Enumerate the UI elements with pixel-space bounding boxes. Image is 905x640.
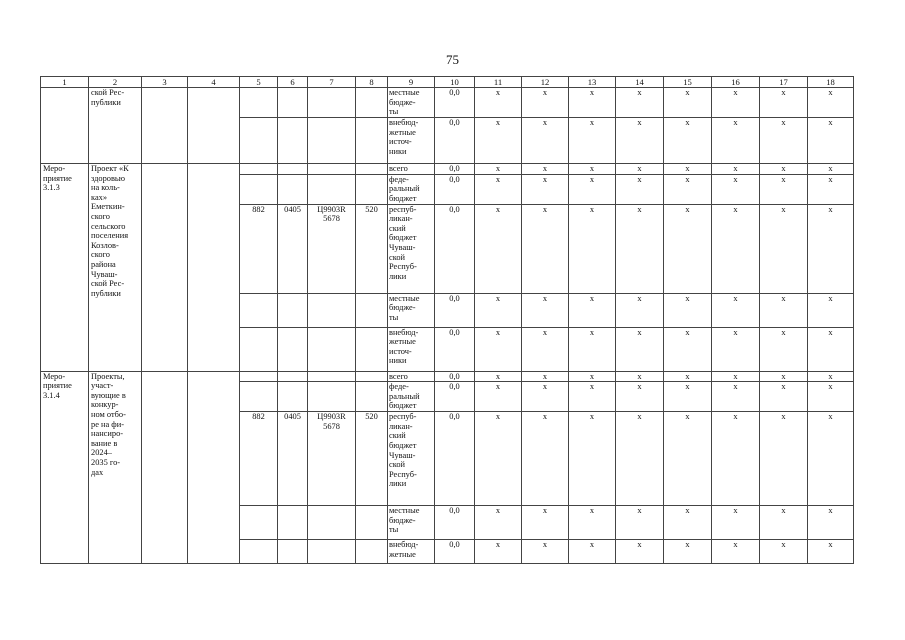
year-mark-cell: x xyxy=(522,174,569,204)
column-number-cell: 18 xyxy=(808,77,854,88)
section-code-cell xyxy=(278,371,308,382)
column-number-cell: 14 xyxy=(616,77,664,88)
year-mark-cell: x xyxy=(616,540,664,564)
measure-label-cell: Меро- приятие 3.1.3 xyxy=(41,164,89,372)
year-mark-cell: x xyxy=(616,118,664,164)
year-mark-cell: x xyxy=(475,382,522,412)
expense-type-cell xyxy=(356,88,388,118)
year-mark-cell: x xyxy=(808,164,854,175)
col3-cell xyxy=(142,164,188,372)
expense-type-cell xyxy=(356,540,388,564)
column-number-cell: 2 xyxy=(89,77,142,88)
target-article-cell xyxy=(308,88,356,118)
target-article-cell xyxy=(308,174,356,204)
value-cell: 0,0 xyxy=(435,293,475,327)
year-mark-cell: x xyxy=(808,412,854,506)
funding-source-cell: местные бюдже- ты xyxy=(388,293,435,327)
value-cell: 0,0 xyxy=(435,164,475,175)
year-mark-cell: x xyxy=(569,174,616,204)
year-mark-cell: x xyxy=(664,164,712,175)
column-number-cell: 11 xyxy=(475,77,522,88)
year-mark-cell: x xyxy=(664,204,712,293)
year-mark-cell: x xyxy=(808,540,854,564)
year-mark-cell: x xyxy=(808,88,854,118)
col3-cell xyxy=(142,371,188,564)
budget-table xyxy=(40,76,854,564)
year-mark-cell: x xyxy=(616,88,664,118)
year-mark-cell: x xyxy=(712,204,760,293)
funding-source-cell: местные бюдже- ты xyxy=(388,506,435,540)
column-number-cell: 6 xyxy=(278,77,308,88)
year-mark-cell: x xyxy=(522,118,569,164)
value-cell: 0,0 xyxy=(435,327,475,371)
year-mark-cell: x xyxy=(808,293,854,327)
column-number-cell: 15 xyxy=(664,77,712,88)
target-article-cell xyxy=(308,118,356,164)
year-mark-cell: x xyxy=(522,412,569,506)
year-mark-cell: x xyxy=(760,204,808,293)
section-code-cell xyxy=(278,174,308,204)
year-mark-cell: x xyxy=(569,327,616,371)
year-mark-cell: x xyxy=(522,164,569,175)
year-mark-cell: x xyxy=(475,204,522,293)
value-cell: 0,0 xyxy=(435,371,475,382)
year-mark-cell: x xyxy=(808,204,854,293)
year-mark-cell: x xyxy=(760,174,808,204)
gr-code-cell xyxy=(240,382,278,412)
column-number-cell: 3 xyxy=(142,77,188,88)
section-code-cell: 0405 xyxy=(278,412,308,506)
year-mark-cell: x xyxy=(808,118,854,164)
gr-code-cell xyxy=(240,164,278,175)
year-mark-cell: x xyxy=(569,540,616,564)
expense-type-cell xyxy=(356,506,388,540)
funding-source-cell: феде- ральный бюджет xyxy=(388,382,435,412)
year-mark-cell: x xyxy=(475,412,522,506)
value-cell: 0,0 xyxy=(435,118,475,164)
year-mark-cell: x xyxy=(712,412,760,506)
year-mark-cell: x xyxy=(569,506,616,540)
year-mark-cell: x xyxy=(664,540,712,564)
target-article-cell xyxy=(308,506,356,540)
expense-type-cell: 520 xyxy=(356,204,388,293)
year-mark-cell: x xyxy=(808,371,854,382)
year-mark-cell: x xyxy=(712,540,760,564)
year-mark-cell: x xyxy=(475,118,522,164)
gr-code-cell xyxy=(240,506,278,540)
year-mark-cell: x xyxy=(475,371,522,382)
year-mark-cell: x xyxy=(808,506,854,540)
gr-code-cell xyxy=(240,293,278,327)
year-mark-cell: x xyxy=(712,371,760,382)
year-mark-cell: x xyxy=(664,327,712,371)
year-mark-cell: x xyxy=(664,371,712,382)
expense-type-cell xyxy=(356,371,388,382)
year-mark-cell: x xyxy=(522,540,569,564)
year-mark-cell: x xyxy=(760,293,808,327)
gr-code-cell: 882 xyxy=(240,412,278,506)
year-mark-cell: x xyxy=(808,382,854,412)
year-mark-cell: x xyxy=(569,204,616,293)
measure-name-cell: Проект «К здоровью на коль- ках» Еметкин- ского сельского поселения Козлов- ского района Чуваш- ской Рес- публики xyxy=(89,164,142,372)
year-mark-cell: x xyxy=(760,540,808,564)
measure-label-cell xyxy=(41,88,89,164)
value-cell: 0,0 xyxy=(435,88,475,118)
year-mark-cell: x xyxy=(569,382,616,412)
column-number-row xyxy=(41,77,854,88)
section-code-cell xyxy=(278,88,308,118)
year-mark-cell: x xyxy=(475,293,522,327)
measure-name-cell: ской Рес- публики xyxy=(89,88,142,164)
funding-source-cell: внебюд- жетные источ- ники xyxy=(388,118,435,164)
value-cell: 0,0 xyxy=(435,174,475,204)
year-mark-cell: x xyxy=(712,327,760,371)
year-mark-cell: x xyxy=(475,327,522,371)
expense-type-cell xyxy=(356,293,388,327)
year-mark-cell: x xyxy=(760,164,808,175)
year-mark-cell: x xyxy=(664,118,712,164)
gr-code-cell xyxy=(240,174,278,204)
year-mark-cell: x xyxy=(712,174,760,204)
year-mark-cell: x xyxy=(616,371,664,382)
year-mark-cell: x xyxy=(522,506,569,540)
value-cell: 0,0 xyxy=(435,412,475,506)
year-mark-cell: x xyxy=(712,164,760,175)
year-mark-cell: x xyxy=(475,506,522,540)
col4-cell xyxy=(188,88,240,164)
gr-code-cell xyxy=(240,327,278,371)
funding-source-cell: местные бюдже- ты xyxy=(388,88,435,118)
col4-cell xyxy=(188,164,240,372)
funding-source-cell: респуб- ликан- ский бюджет Чуваш- ской Респуб- лики xyxy=(388,204,435,293)
column-number-cell: 13 xyxy=(569,77,616,88)
col4-cell xyxy=(188,371,240,564)
target-article-cell: Ц9903R 5678 xyxy=(308,204,356,293)
target-article-cell xyxy=(308,540,356,564)
year-mark-cell: x xyxy=(522,204,569,293)
year-mark-cell: x xyxy=(616,293,664,327)
funding-source-cell: внебюд- жетные источ- ники xyxy=(388,327,435,371)
year-mark-cell: x xyxy=(522,293,569,327)
funding-source-cell: внебюд- жетные xyxy=(388,540,435,564)
year-mark-cell: x xyxy=(664,412,712,506)
expense-type-cell xyxy=(356,382,388,412)
column-number-cell: 12 xyxy=(522,77,569,88)
year-mark-cell: x xyxy=(616,506,664,540)
expense-type-cell xyxy=(356,174,388,204)
col3-cell xyxy=(142,88,188,164)
measure-name-cell: Проекты, участ- вующие в конкур- ном отбо- ре на фи- нансиро- вание в 2024– 2035 го- дах xyxy=(89,371,142,564)
year-mark-cell: x xyxy=(664,174,712,204)
year-mark-cell: x xyxy=(760,371,808,382)
year-mark-cell: x xyxy=(475,88,522,118)
year-mark-cell: x xyxy=(664,506,712,540)
year-mark-cell: x xyxy=(616,204,664,293)
year-mark-cell: x xyxy=(760,382,808,412)
gr-code-cell xyxy=(240,118,278,164)
year-mark-cell: x xyxy=(475,540,522,564)
year-mark-cell: x xyxy=(522,382,569,412)
year-mark-cell: x xyxy=(522,327,569,371)
column-number-cell: 8 xyxy=(356,77,388,88)
section-code-cell: 0405 xyxy=(278,204,308,293)
expense-type-cell xyxy=(356,327,388,371)
year-mark-cell: x xyxy=(712,88,760,118)
year-mark-cell: x xyxy=(616,164,664,175)
year-mark-cell: x xyxy=(569,88,616,118)
target-article-cell xyxy=(308,327,356,371)
year-mark-cell: x xyxy=(616,382,664,412)
year-mark-cell: x xyxy=(616,412,664,506)
year-mark-cell: x xyxy=(569,164,616,175)
year-mark-cell: x xyxy=(760,327,808,371)
target-article-cell xyxy=(308,371,356,382)
table-row xyxy=(41,371,854,382)
funding-source-cell: респуб- ликан- ский бюджет Чуваш- ской Респуб- лики xyxy=(388,412,435,506)
year-mark-cell: x xyxy=(522,88,569,118)
table-row xyxy=(41,164,854,175)
value-cell: 0,0 xyxy=(435,506,475,540)
year-mark-cell: x xyxy=(522,371,569,382)
year-mark-cell: x xyxy=(712,293,760,327)
column-number-cell: 1 xyxy=(41,77,89,88)
gr-code-cell xyxy=(240,540,278,564)
section-code-cell xyxy=(278,540,308,564)
year-mark-cell: x xyxy=(569,371,616,382)
funding-source-cell: феде- ральный бюджет xyxy=(388,174,435,204)
target-article-cell xyxy=(308,164,356,175)
column-number-cell: 4 xyxy=(188,77,240,88)
year-mark-cell: x xyxy=(712,506,760,540)
column-number-cell: 17 xyxy=(760,77,808,88)
section-code-cell xyxy=(278,118,308,164)
year-mark-cell: x xyxy=(808,327,854,371)
year-mark-cell: x xyxy=(569,412,616,506)
target-article-cell: Ц9903R 5678 xyxy=(308,412,356,506)
year-mark-cell: x xyxy=(664,293,712,327)
value-cell: 0,0 xyxy=(435,540,475,564)
year-mark-cell: x xyxy=(664,88,712,118)
year-mark-cell: x xyxy=(475,174,522,204)
section-code-cell xyxy=(278,164,308,175)
column-number-cell: 16 xyxy=(712,77,760,88)
funding-source-cell: всего xyxy=(388,371,435,382)
target-article-cell xyxy=(308,293,356,327)
column-number-cell: 9 xyxy=(388,77,435,88)
year-mark-cell: x xyxy=(616,327,664,371)
year-mark-cell: x xyxy=(475,164,522,175)
section-code-cell xyxy=(278,327,308,371)
year-mark-cell: x xyxy=(569,293,616,327)
year-mark-cell: x xyxy=(569,118,616,164)
expense-type-cell: 520 xyxy=(356,412,388,506)
section-code-cell xyxy=(278,506,308,540)
year-mark-cell: x xyxy=(616,174,664,204)
value-cell: 0,0 xyxy=(435,204,475,293)
column-number-cell: 5 xyxy=(240,77,278,88)
year-mark-cell: x xyxy=(760,412,808,506)
year-mark-cell: x xyxy=(808,174,854,204)
page-number: 75 xyxy=(446,52,459,67)
year-mark-cell: x xyxy=(664,382,712,412)
gr-code-cell xyxy=(240,371,278,382)
funding-source-cell: всего xyxy=(388,164,435,175)
column-number-cell: 10 xyxy=(435,77,475,88)
measure-label-cell: Меро- приятие 3.1.4 xyxy=(41,371,89,564)
year-mark-cell: x xyxy=(712,382,760,412)
section-code-cell xyxy=(278,293,308,327)
year-mark-cell: x xyxy=(760,506,808,540)
expense-type-cell xyxy=(356,164,388,175)
year-mark-cell: x xyxy=(760,88,808,118)
section-code-cell xyxy=(278,382,308,412)
gr-code-cell xyxy=(240,88,278,118)
value-cell: 0,0 xyxy=(435,382,475,412)
expense-type-cell xyxy=(356,118,388,164)
gr-code-cell: 882 xyxy=(240,204,278,293)
target-article-cell xyxy=(308,382,356,412)
table-row xyxy=(41,88,854,118)
year-mark-cell: x xyxy=(712,118,760,164)
year-mark-cell: x xyxy=(760,118,808,164)
column-number-cell: 7 xyxy=(308,77,356,88)
